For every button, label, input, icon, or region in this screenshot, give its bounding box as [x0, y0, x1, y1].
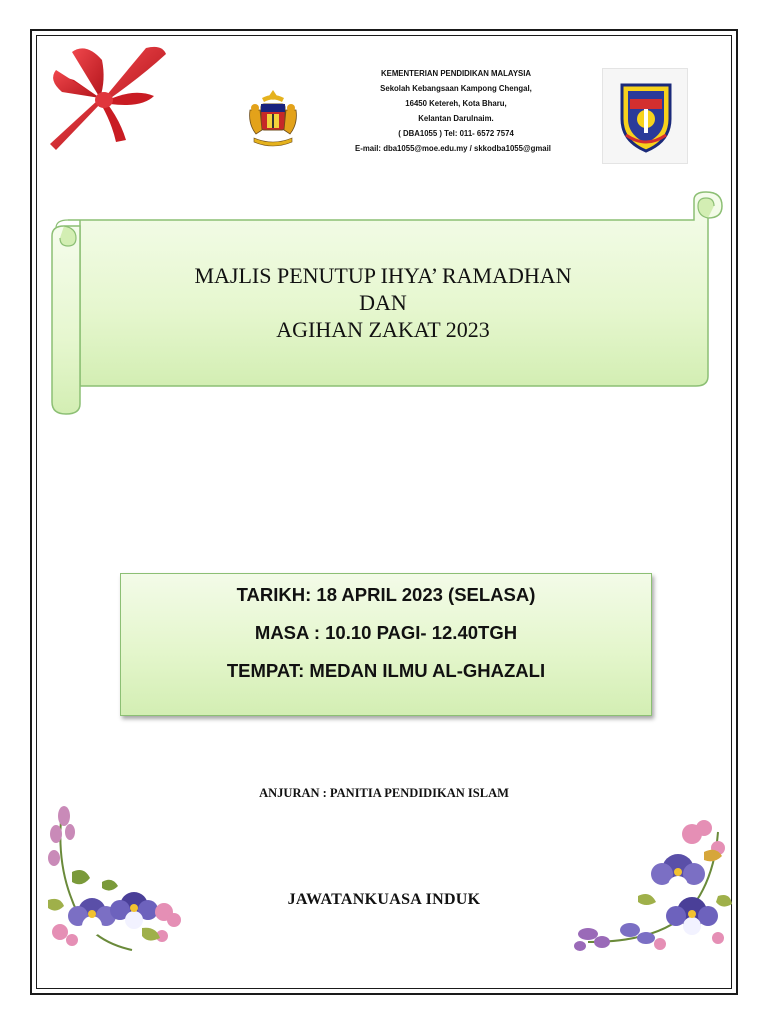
title-line-1: MAJLIS PENUTUP IHYA’ RAMADHAN [194, 263, 572, 288]
event-venue: TEMPAT: MEDAN ILMU AL-GHAZALI [226, 660, 546, 681]
violet-flowers-icon [568, 812, 734, 960]
event-date: TARIKH: 18 APRIL 2023 (SELASA) [236, 584, 536, 605]
letterhead [316, 66, 596, 156]
address-line-2: Kelantan Darulnaim. [418, 114, 494, 123]
title-line-2: DAN [359, 290, 407, 315]
red-ribbon-bow-icon [46, 40, 172, 152]
ministry-name: KEMENTERIAN PENDIDIKAN MALAYSIA [380, 69, 532, 78]
violet-flowers-icon [42, 800, 200, 960]
committee-heading: JAWATANKUASA INDUK [287, 891, 481, 908]
contact-line: ( DBA1055 ) Tel: 011- 6572 7574 [398, 129, 514, 138]
email-line: E-mail: dba1055@moe.edu.my / skkodba1055@gmail [355, 144, 551, 153]
school-crest-icon [616, 79, 676, 155]
event-time: MASA : 10.10 PAGI- 12.40TGH [254, 622, 518, 643]
school-name: Sekolah Kebangsaan Kampong Chengal, [380, 84, 532, 93]
event-title [86, 262, 680, 343]
address-line-1: 16450 Ketereh, Kota Bharu, [405, 99, 507, 108]
event-details-box [120, 573, 652, 716]
malaysia-coat-of-arms-icon [246, 88, 300, 150]
school-logo [602, 68, 688, 164]
title-line-3: AGIHAN ZAKAT 2023 [276, 317, 490, 342]
organiser-line: ANJURAN : PANITIA PENDIDIKAN ISLAM [259, 786, 509, 800]
